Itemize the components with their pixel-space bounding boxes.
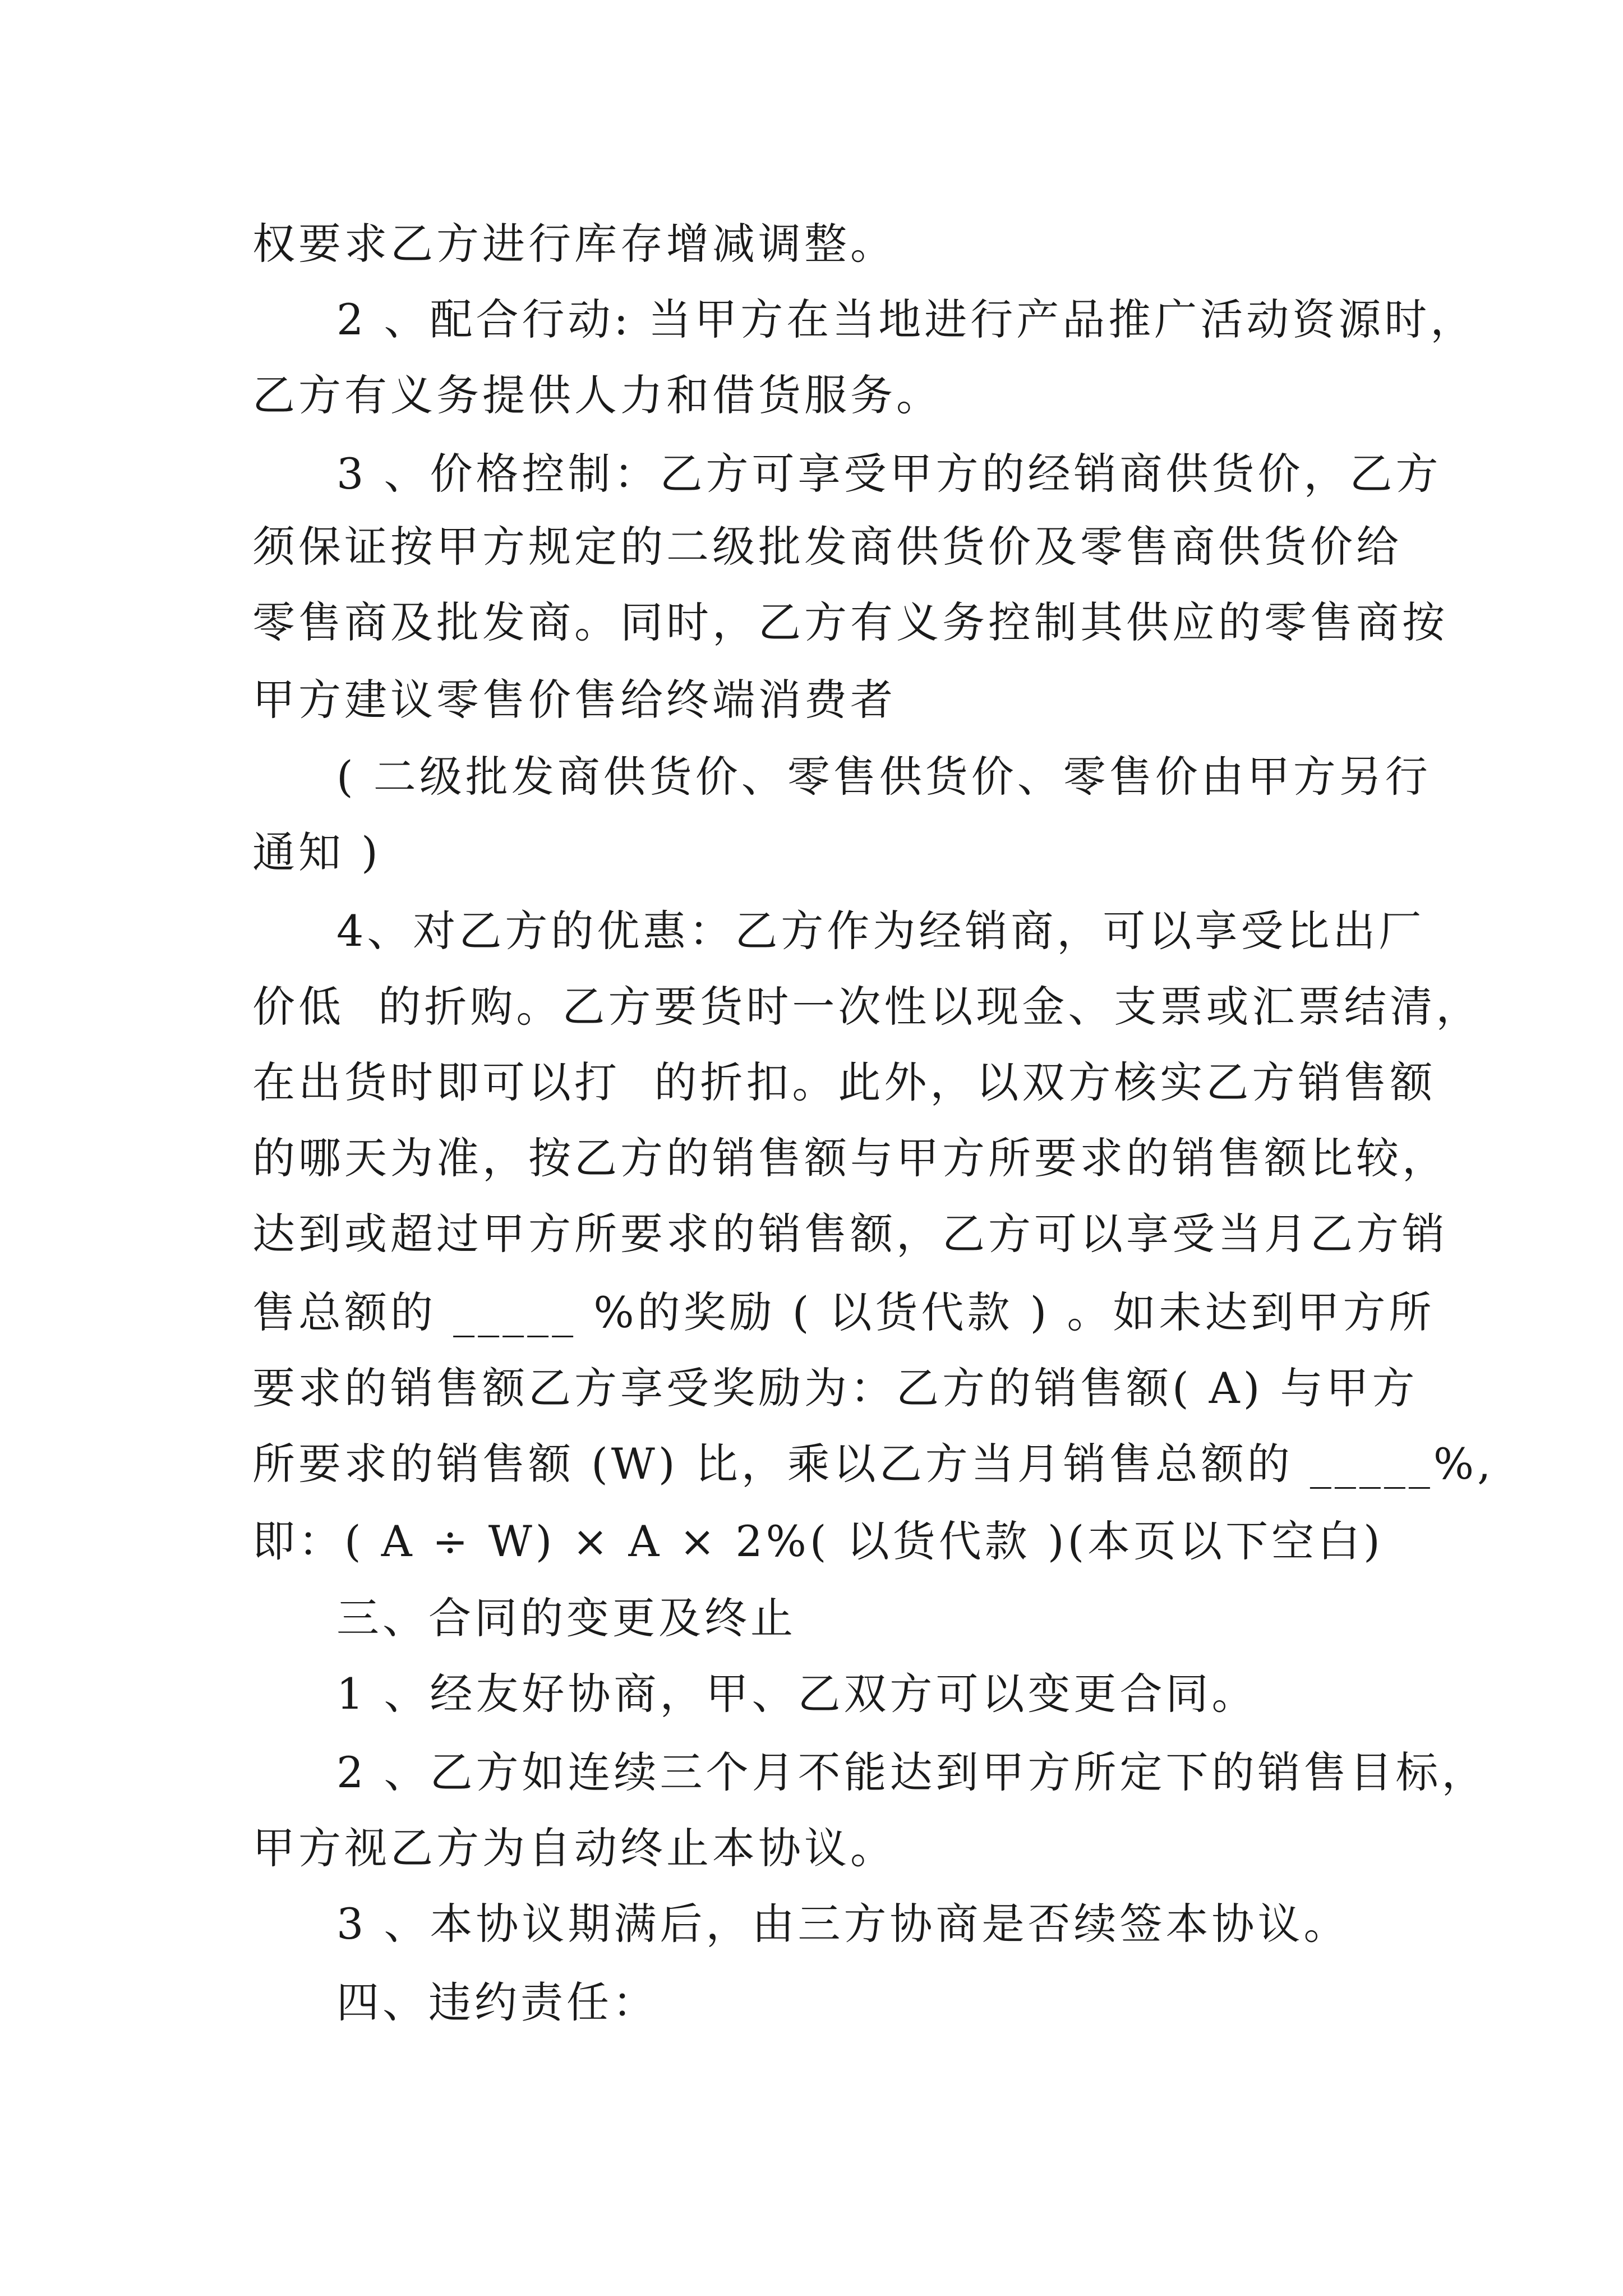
paragraph-line: 2 、配合行动: 当甲方在当地进行产品推广活动资源时，: [336, 295, 1477, 344]
paragraph-line: 甲方建议零售价售给终端消费者: [252, 675, 896, 725]
section-heading: 三、合同的变更及终止: [336, 1593, 796, 1643]
section-heading: 四、违约责任：: [336, 1977, 658, 2027]
paragraph-line: 达到或超过甲方所要求的销售额，乙方可以享受当月乙方销: [252, 1209, 1448, 1259]
paragraph-line: 3 、本协议期满后，由三方协商是否续签本协议。: [336, 1899, 1350, 1949]
paragraph-line: 2 、乙方如连续三个月不能达到甲方所定下的销售目标，: [336, 1747, 1488, 1797]
paragraph-line: 通知 ): [252, 827, 381, 877]
paragraph-line: 甲方视乙方为自动终止本协议。: [252, 1823, 896, 1873]
paragraph-line: 在出货时即可以打 的折扣。此外，以双方核实乙方销售额: [252, 1057, 1436, 1107]
paragraph-line: 所要求的销售额 (W) 比，乘以乙方当月销售总额的 _____%,: [252, 1439, 1495, 1489]
paragraph-line: 即：( A ÷ W) × A × 2%( 以货代款 )(本页以下空白): [252, 1516, 1384, 1566]
paragraph-line: 权要求乙方进行库存增减调整。: [252, 219, 896, 269]
paragraph-line: 的哪天为准，按乙方的销售额与甲方所要求的销售额比较，: [252, 1133, 1448, 1183]
paragraph-line: 零售商及批发商。同时，乙方有义务控制其供应的零售商按: [252, 597, 1448, 647]
paragraph-line: 售总额的 _____ %的奖励 ( 以货代款 ) 。如未达到甲方所: [252, 1287, 1435, 1337]
paragraph-line: 价低 的折购。乙方要货时一次性以现金、支票或汇票结清，: [252, 982, 1482, 1032]
paragraph-line: 乙方有义务提供人力和借货服务。: [252, 370, 942, 420]
paragraph-line: ( 二级批发商供货价、零售供货价、零售价由甲方另行: [336, 752, 1431, 802]
paragraph-line: 要求的销售额乙方享受奖励为：乙方的销售额( A) 与甲方: [252, 1363, 1418, 1413]
paragraph-line: 1 、经友好协商，甲、乙双方可以变更合同。: [336, 1669, 1258, 1719]
paragraph-line: 4、对乙方的优惠：乙方作为经销商，可以享受比出厂: [336, 906, 1425, 956]
paragraph-line: 3 、价格控制：乙方可享受甲方的经销商供货价，乙方: [336, 449, 1442, 499]
paragraph-line: 须保证按甲方规定的二级批发商供货价及零售商供货价给: [252, 522, 1402, 572]
